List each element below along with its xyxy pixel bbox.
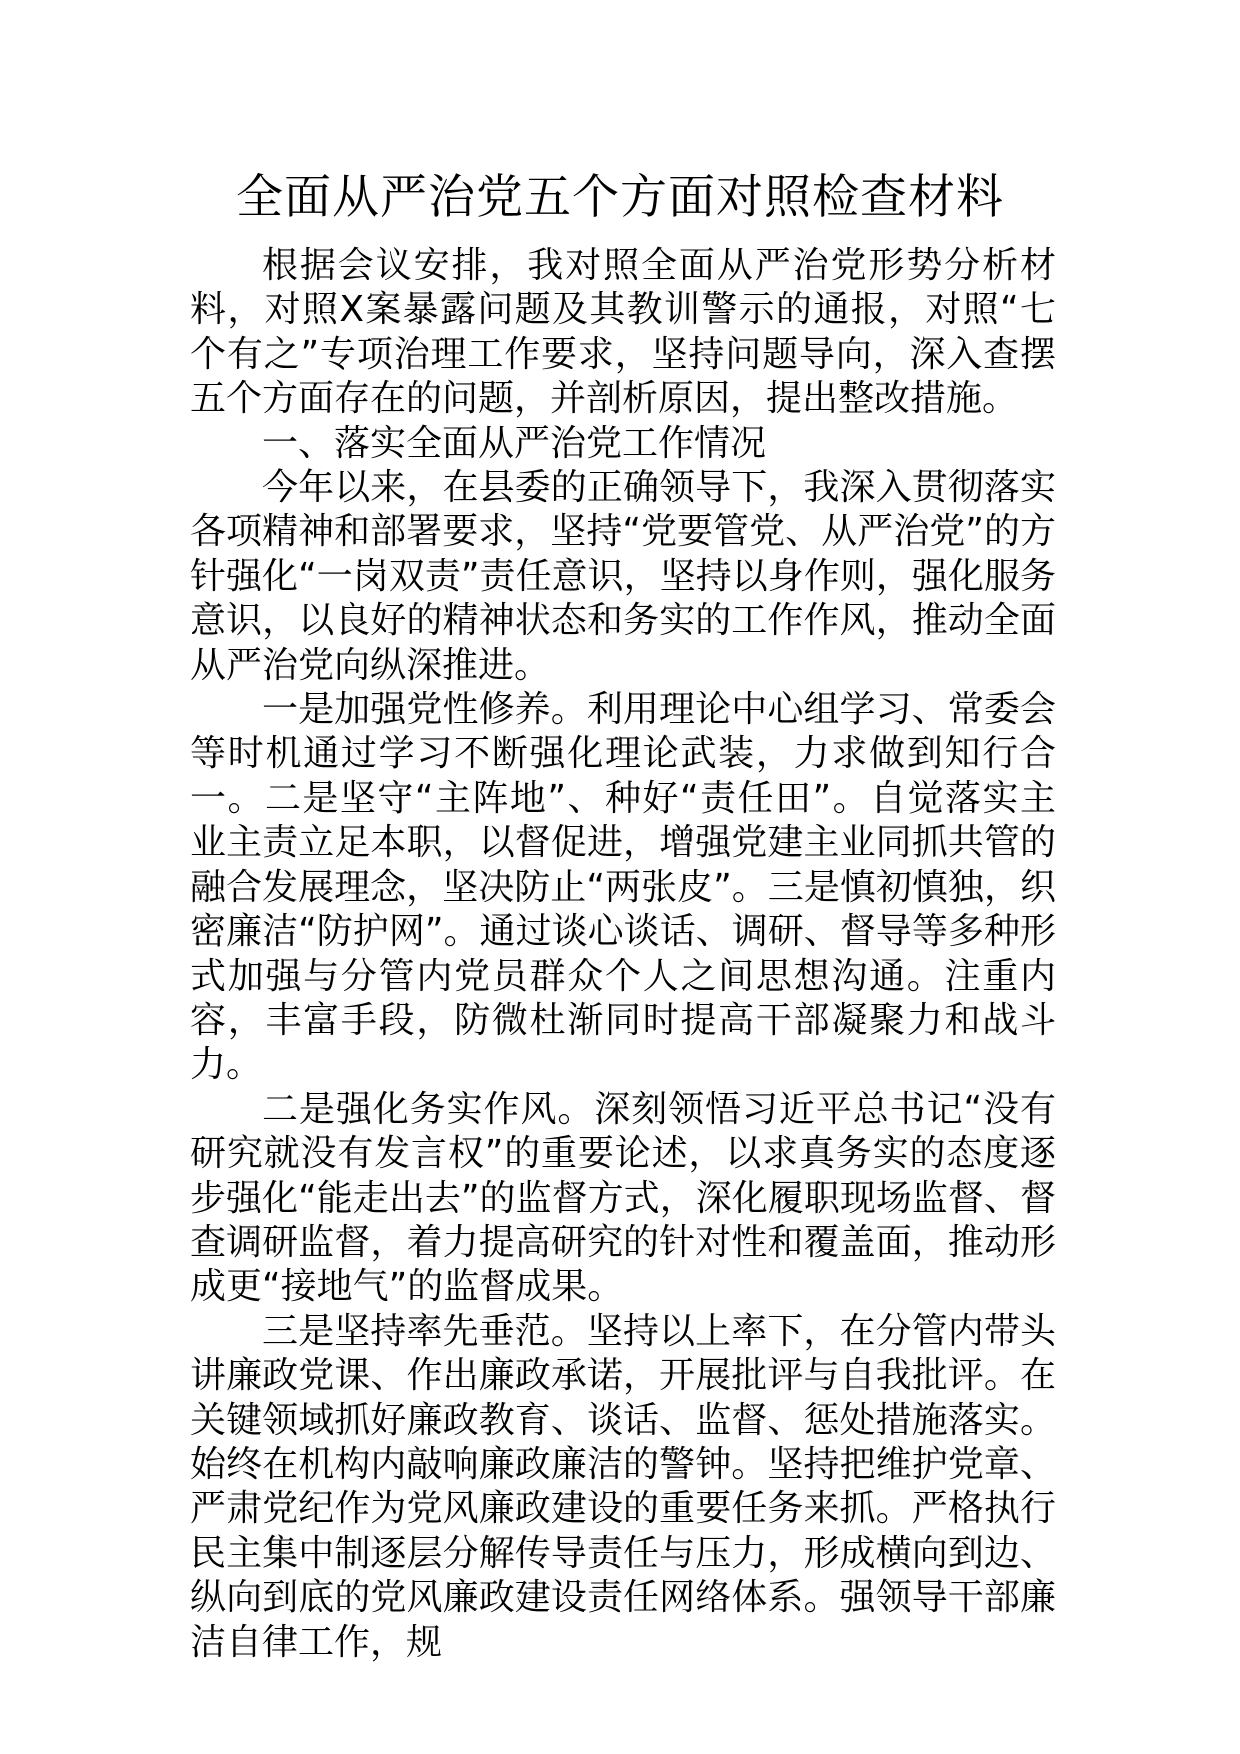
section-heading: 一、落实全面从严治党工作情况	[262, 422, 767, 464]
body-paragraph: 三是坚持率先垂范。坚持以上率下，在分管内带头讲廉政党课、作出廉政承诺，开展批评与自我批评。在关键领域抓好廉政教育、谈话、监督、惩处措施落实。始终在机构内敲响廉政廉洁的警钟。坚持把维护党章、严肃党纪作为党风廉政建设的重要任务来抓。严格执行民主集中制逐层分解传导责任与压力，形成横向到边、纵向到底的党风廉政建设责任网络体系。强领导干部廉洁自律工作，规	[190, 1310, 1056, 1663]
body-paragraph: 今年以来，在县委的正确领导下，我深入贯彻落实各项精神和部署要求，坚持“党要管党、从严治党”的方针强化“一岗双责”责任意识，坚持以身作则，强化服务意识，以良好的精神状态和务实的工作作风，推动全面从严治党向纵深推进。	[190, 467, 1056, 686]
intro-paragraph: 根据会议安排，我对照全面从严治党形势分析材料，对照X案暴露问题及其教训警示的通报，对照“七个有之”专项治理工作要求，坚持问题导向，深入查摆五个方面存在的问题，并剖析原因，提出整改措施。	[190, 245, 1056, 420]
body-paragraph: 二是强化务实作风。深刻领悟习近平总书记“没有研究就没有发言权”的重要论述，以求真务实的态度逐步强化“能走出去”的监督方式，深化履职现场监督、督查调研监督，着力提高研究的针对性和覆盖面，推动形成更“接地气”的监督成果。	[190, 1088, 1056, 1308]
body-paragraph: 一是加强党性修养。利用理论中心组学习、常委会等时机通过学习不断强化理论武装，力求做到知行合一。二是坚守“主阵地”、种好“责任田”。自觉落实主业主责立足本职，以督促进，增强党建主业同抓共管的融合发展理念，坚决防止“两张皮”。三是慎初慎独，织密廉洁“防护网”。通过谈心谈话、调研、督导等多种形式加强与分管内党员群众个人之间思想沟通。注重内容，丰富手段，防微杜渐同时提高干部凝聚力和战斗力。	[190, 689, 1056, 1086]
document-body	[190, 244, 1056, 1665]
document-title: 全面从严治党五个方面对照检查材料	[236, 170, 1004, 225]
